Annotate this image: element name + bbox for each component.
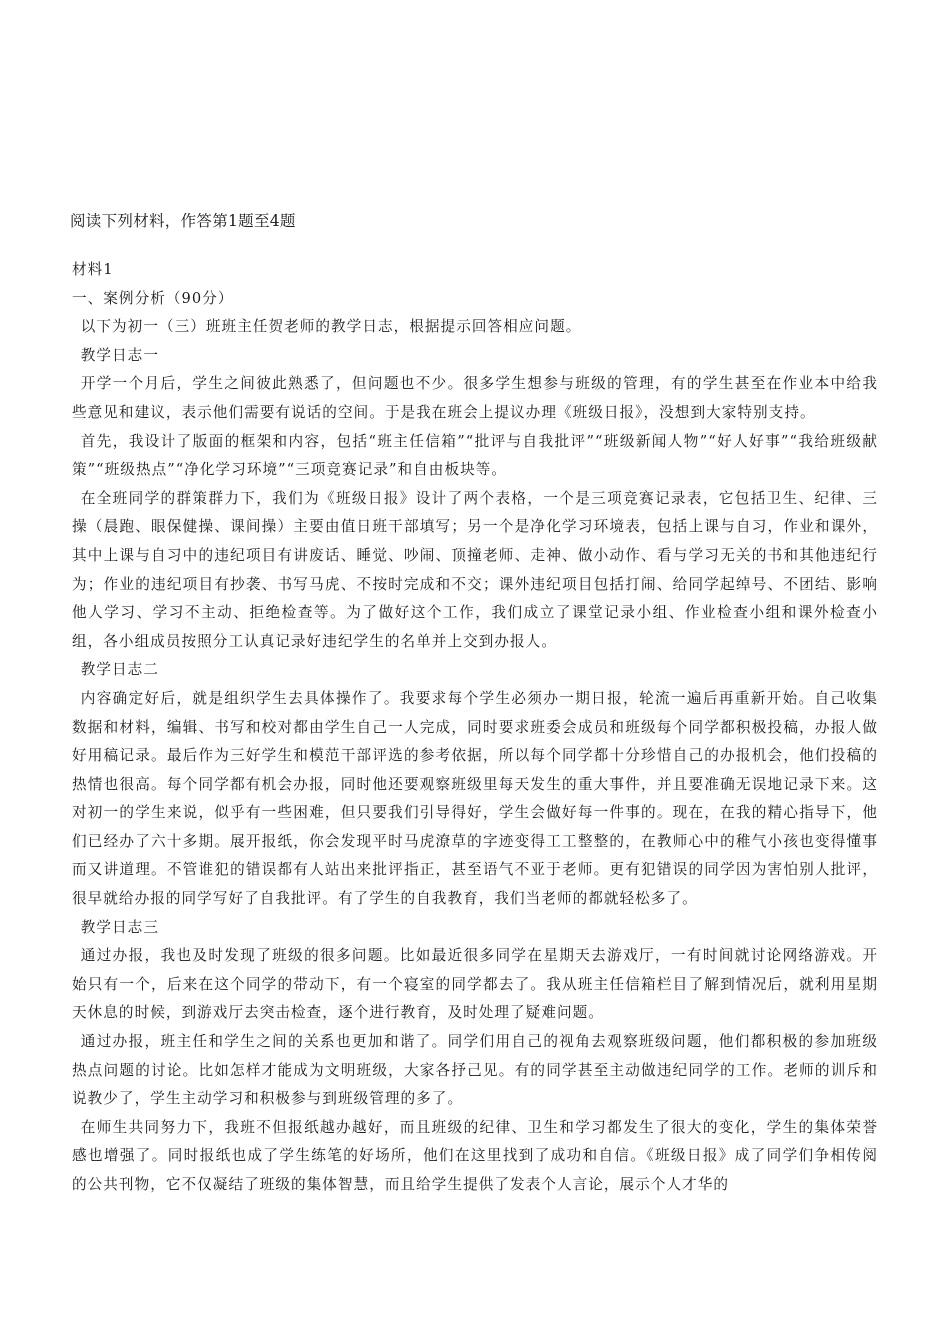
log1-title: 教学日志一 [80, 346, 159, 364]
log1-paragraph-2: 首先，我设计了版面的框架和内容，包括“班主任信箱”“批评与自我批评”“班级新闻人物”“好人好事”“我给班级献策”“班级热点”“净化学习环境”“三项竞赛记录”和自由板块等。 [72, 432, 878, 479]
log3-title: 教学日志三 [80, 918, 159, 936]
reading-instruction: 阅读下列材料，作答第1题至4题 [70, 212, 296, 230]
material-label: 材料1 [72, 261, 114, 278]
log3-paragraph-1: 通过办报，我也及时发现了班级的很多问题。比如最近很多同学在星期天去游戏厅，一有时间就讨论网络游戏。开始只有一个，后来在这个同学的带动下，有一个寝室的同学都去了。我从班主任信箱栏目了解到情况后，就利用星期天休息的时候，到游戏厅去突击检查，逐个进行教育，及时处理了疑难问题。 [72, 947, 878, 1022]
log2-paragraph-1: 内容确定好后，就是组织学生去具体操作了。我要求每个学生必须办一期日报，轮流一遍后再重新开始。自己收集数据和材料，编辑、书写和校对都由学生自己一人完成，同时要求班委会成员和班级每个同学都积极投稿，办报人做好用稿记录。最后作为三好学生和模范干部评选的参考依据，所以每个同学都十分珍惜自己的办报机会，他们投稿的热情也很高。每个同学都有机会办报，同时他还要观察班级里每天发生的重大事件，并且要准确无误地记录下来。这对初一的学生来说，似乎有一些困难，但只要我们引导得好，学生会做好每一件事的。现在，在我的精心指导下，他们已经办了六十多期。展开报纸，你会发现平时马虎潦草的字迹变得工工整整的，在教师心中的稚气小孩也变得懂事而又讲道理。不管谁犯的错误都有人站出来批评指正，甚至语气不亚于老师。更有犯错误的同学因为害怕别人批评，很早就给办报的同学写好了自我批评。有了学生的自我教育，我们当老师的都就轻松多了。 [72, 689, 878, 908]
log2-title: 教学日志二 [80, 661, 159, 679]
log3-paragraph-3: 在师生共同努力下，我班不但报纸越办越好，而且班级的纪律、卫生和学习都发生了很大的变化，学生的集体荣誉感也增强了。同时报纸也成了学生练笔的好场所，他们在这里找到了成功和自信。《班级日报》成了同学们争相传阅的公共刊物，它不仅凝结了班级的集体智慧，而且给学生提供了发表个人言论，展示个人才华的 [72, 1118, 878, 1193]
log1-paragraph-3: 在全班同学的群策群力下，我们为《班级日报》设计了两个表格，一个是三项竞赛记录表，它包括卫生、纪律、三操（晨跑、眼保健操、课间操）主要由值日班干部填写；另一个是净化学习环境表，包括上课与自习，作业和课外，其中上课与自习中的违纪项目有讲废话、睡觉、吵闹、顶撞老师、走神、做小动作、看与学习无关的书和其他违纪行为；作业的违纪项目有抄袭、书写马虎、不按时完成和不交；课外违纪项目包括打闹、给同学起绰号、不团结、影响他人学习、学习不主动、拒绝检查等。为了做好这个工作，我们成立了课堂记录小组、作业检查小组和课外检查小组，各小组成员按照分工认真记录好违纪学生的名单并上交到办报人。 [72, 489, 878, 650]
log3-paragraph-2: 通过办报，班主任和学生之间的关系也更加和谐了。同学们用自己的视角去观察班级问题，他们都积极的参加班级热点问题的讨论。比如怎样才能成为文明班级，大家各抒己见。有的同学甚至主动做违纪同学的工作。老师的训斥和说教少了，学生主动学习和积极参与到班级管理的多了。 [72, 1033, 878, 1108]
document-body [72, 256, 878, 1200]
section-heading: 一、案例分析（90分） [72, 289, 234, 307]
log1-paragraph-1: 开学一个月后，学生之间彼此熟悉了，但问题也不少。很多学生想参与班级的管理，有的学生甚至在作业本中给我些意见和建议，表示他们需要有说话的空间。于是我在班会上提议办理《班级日报》，没想到大家特别支持。 [72, 375, 878, 421]
lead-paragraph: 以下为初一（三）班班主任贺老师的教学日志，根据提示回答相应问题。 [80, 318, 582, 336]
